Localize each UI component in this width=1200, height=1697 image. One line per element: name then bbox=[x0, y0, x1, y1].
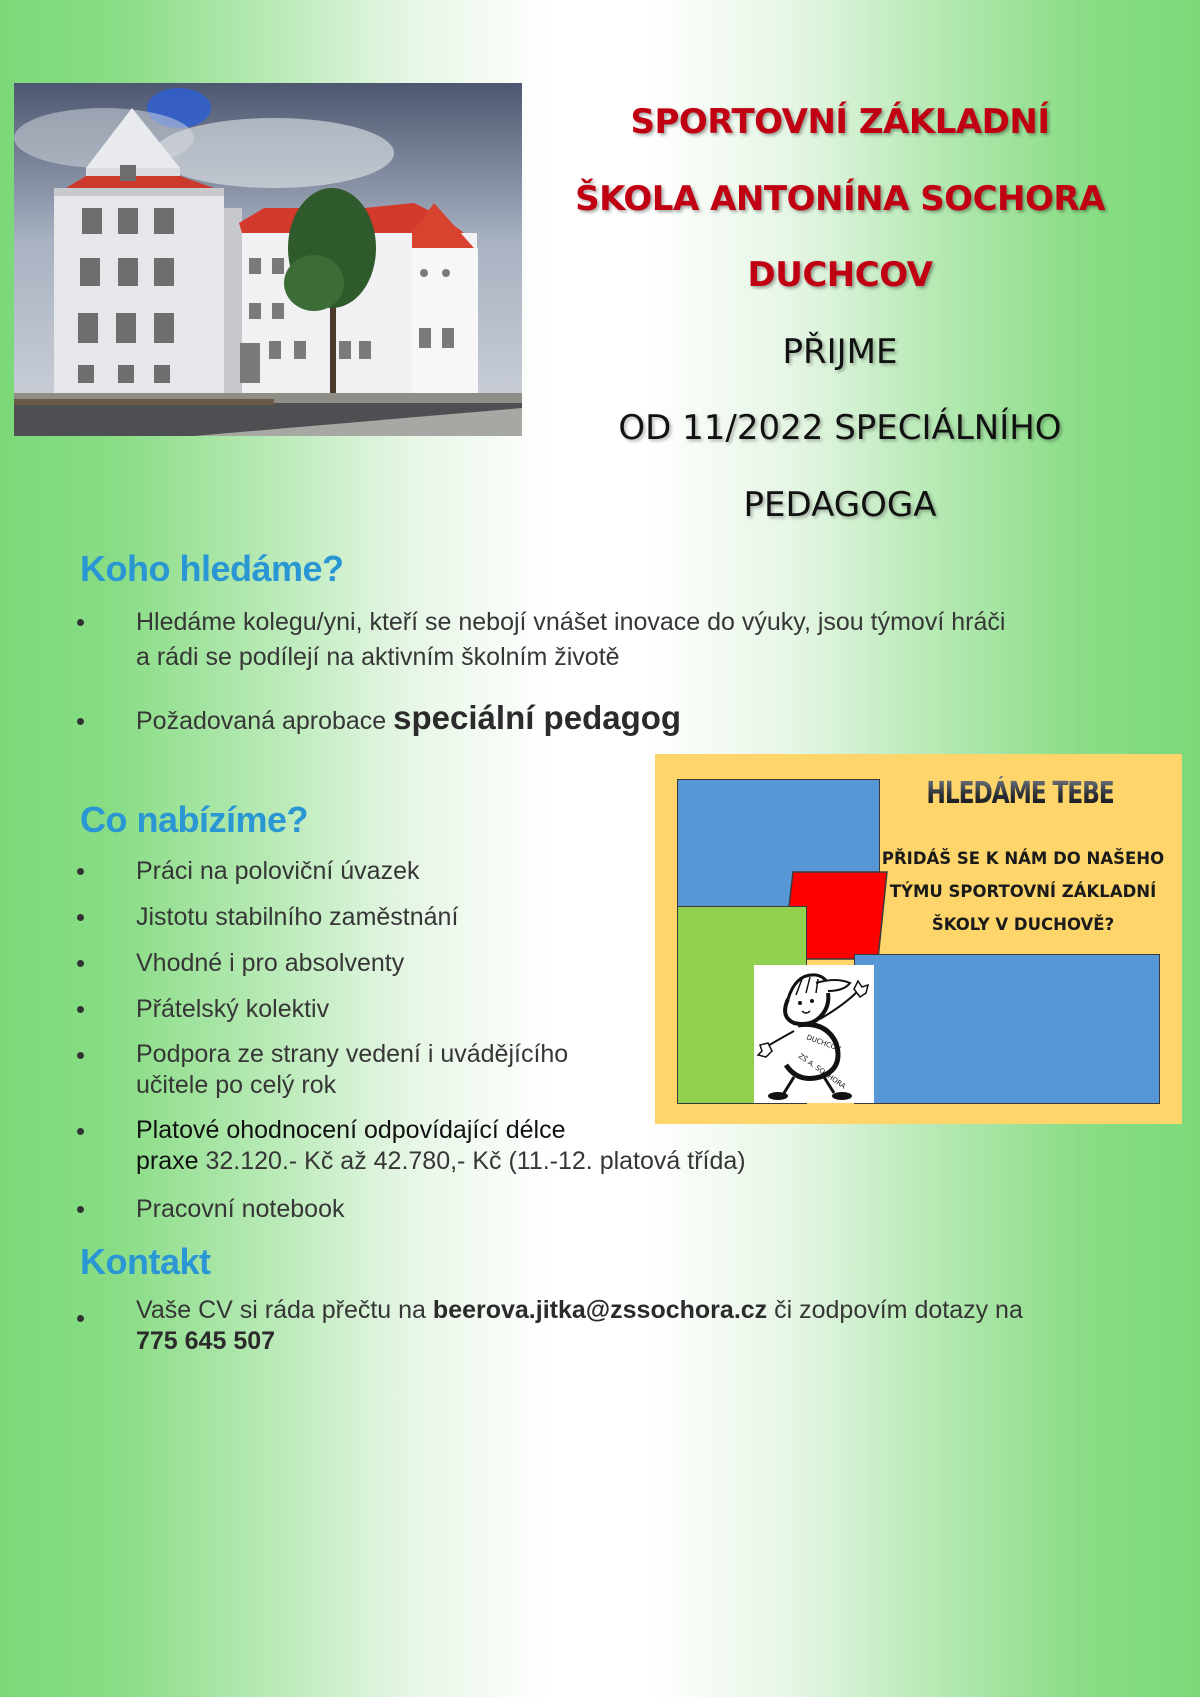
list-item-line: učitele po celý rok bbox=[136, 1071, 337, 1099]
list-item-offer-3: Vhodné i pro absolventy bbox=[136, 949, 405, 977]
job-title-block bbox=[540, 84, 1140, 543]
salary-range: 32.120.- Kč až 42.780,- Kč (11.-12. platová třída) bbox=[198, 1147, 746, 1175]
list-item-line: a rádi se podílejí na aktivním školním životě bbox=[136, 643, 620, 671]
poster-question-line: TÝMU SPORTOVNÍ ZÁKLADNÍ bbox=[889, 882, 1157, 901]
school-building-photo bbox=[14, 83, 522, 436]
list-item-offer-7: Pracovní notebook bbox=[136, 1195, 345, 1223]
title-position-line-1: OD 11/2022 SPECIÁLNÍHO bbox=[618, 408, 1062, 448]
title-school-line-3: DUCHCOV bbox=[747, 255, 933, 295]
contact-phone[interactable]: 775 645 507 bbox=[136, 1327, 276, 1355]
list-item-offer-2: Jistotu stabilního zaměstnání bbox=[136, 903, 459, 931]
bullet-icon bbox=[76, 1128, 86, 1138]
building-illustration bbox=[14, 83, 522, 436]
title-position-line-2: PEDAGOGA bbox=[743, 484, 937, 525]
bullet-icon bbox=[76, 1052, 86, 1062]
bullet-icon bbox=[76, 1006, 86, 1016]
svg-text:ZŠ A. SOCHORA: ZŠ A. SOCHORA bbox=[796, 1052, 847, 1091]
list-item-line: Hledáme kolegu/yni, kteří se nebojí vnášet inovace do výuky, jsou týmoví hráči bbox=[136, 608, 1006, 636]
aprobace-value: speciální pedagog bbox=[393, 699, 682, 736]
list-item-offer-1: Práci na poloviční úvazek bbox=[136, 857, 420, 885]
title-hires: PŘIJME bbox=[782, 331, 898, 372]
bullet-icon bbox=[76, 1206, 86, 1216]
poster-heading: HLEDÁME TEBE bbox=[903, 776, 1137, 811]
salary-praxe: praxe bbox=[136, 1147, 199, 1175]
mascot-figure-icon bbox=[754, 965, 874, 1103]
bullet-icon bbox=[76, 960, 86, 970]
bullet-icon bbox=[76, 718, 86, 728]
contact-text-after: či zodpovím dotazy na bbox=[767, 1296, 1023, 1324]
contact-text-before: Vaše CV si ráda přečtu na bbox=[136, 1296, 433, 1324]
poster-question bbox=[875, 842, 1171, 941]
aprobace-label: Požadovaná aprobace bbox=[136, 707, 394, 735]
bullet-icon bbox=[76, 619, 86, 629]
heading-co-nabizime: Co nabízíme? bbox=[80, 799, 309, 840]
list-item-contact bbox=[136, 1295, 1023, 1357]
list-item-line: Platové ohodnocení odpovídající délce bbox=[136, 1116, 566, 1144]
recruitment-poster bbox=[655, 754, 1182, 1124]
list-item-offer-4: Přátelský kolektiv bbox=[136, 995, 330, 1023]
list-item-offer-6 bbox=[136, 1115, 746, 1177]
contact-email-link[interactable]: beerova.jitka@zssochora.cz bbox=[432, 1296, 768, 1324]
bullet-icon bbox=[76, 914, 86, 924]
poster-question-line: PŘIDÁŠ SE K NÁM DO NAŠEHO bbox=[881, 849, 1165, 868]
list-item-koho-1 bbox=[136, 606, 1005, 673]
list-item-koho-2 bbox=[136, 699, 682, 737]
svg-text:DUCHCOV: DUCHCOV bbox=[805, 1033, 842, 1054]
heading-kontakt: Kontakt bbox=[80, 1241, 211, 1282]
title-school-line-1: SPORTOVNÍ ZÁKLADNÍ bbox=[630, 102, 1050, 142]
poster-question-line: ŠKOLY V DUCHOVĚ? bbox=[931, 915, 1115, 934]
mascot-logo bbox=[754, 965, 874, 1103]
poster-blue-block-bottom bbox=[854, 954, 1160, 1104]
bullet-icon bbox=[76, 1315, 86, 1325]
title-school-line-2: ŠKOLA ANTONÍNA SOCHORA bbox=[575, 178, 1105, 219]
heading-koho-hledame: Koho hledáme? bbox=[80, 548, 344, 589]
list-item-line: Podpora ze strany vedení i uvádějícího bbox=[136, 1040, 569, 1068]
list-item-offer-5 bbox=[136, 1039, 568, 1101]
bullet-icon bbox=[76, 868, 86, 878]
